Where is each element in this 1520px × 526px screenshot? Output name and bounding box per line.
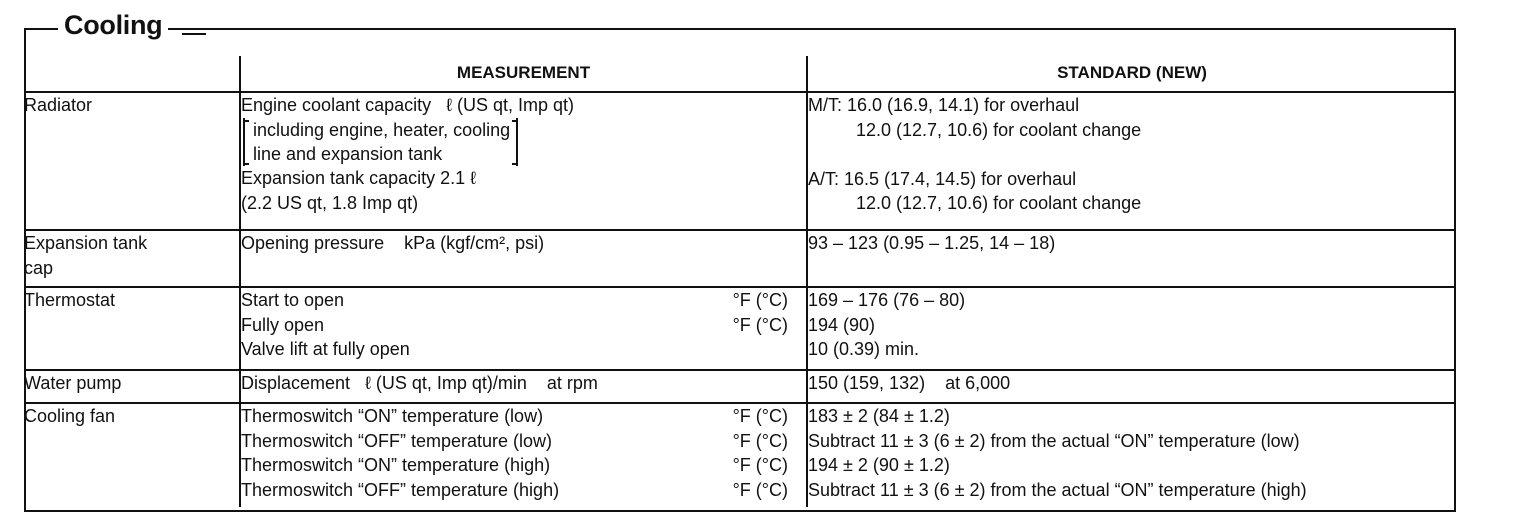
fan-off-low	[241, 429, 806, 454]
item-expansion-cap-line-2: cap	[24, 257, 54, 278]
header-standard: STANDARD (NEW)	[807, 56, 1456, 92]
thermostat-start-open-label: Start to open	[241, 290, 345, 310]
fan-off-low-value: Subtract 11 ± 3 (6 ± 2) from the actual “ON” temperature (low)	[808, 430, 1300, 451]
header-row	[24, 56, 1456, 92]
table-row-water-pump	[24, 370, 1456, 403]
fan-off-low-label: Thermoswitch “OFF” temperature (low)	[241, 430, 553, 451]
thermostat-start-open-unit: °F (°C)	[732, 290, 788, 310]
fan-on-low	[241, 404, 806, 429]
measurement-radiator	[240, 92, 807, 230]
thermostat-valve-lift-value: 10 (0.39) min.	[808, 339, 920, 359]
opening-pressure-value: 93 – 123 (0.95 – 1.25, 14 – 18)	[808, 233, 1056, 253]
radiator-expansion-capacity-units: (2.2 US qt, 1.8 Imp qt)	[241, 192, 419, 213]
measurement-cooling-fan	[240, 403, 807, 507]
item-cooling-fan: Cooling fan	[24, 406, 116, 426]
standard-water-pump	[807, 370, 1456, 403]
radiator-at-coolant-change: 12.0 (12.7, 10.6) for coolant change	[856, 193, 1142, 213]
standard-cooling-fan	[807, 403, 1456, 507]
thermostat-fully-open-unit: °F (°C)	[732, 314, 788, 335]
standard-radiator	[807, 92, 1456, 230]
fan-off-high	[241, 478, 806, 503]
radiator-at-overhaul: A/T: 16.5 (17.4, 14.5) for overhaul	[808, 168, 1077, 189]
thermostat-start-open-value: 169 – 176 (76 – 80)	[808, 290, 966, 310]
table-row-expansion-cap	[24, 230, 1456, 287]
fan-on-high-value: 194 ± 2 (90 ± 1.2)	[808, 455, 950, 475]
measurement-expansion-cap	[240, 230, 807, 287]
water-pump-displacement-value: 150 (159, 132) at 6,000	[808, 373, 1011, 393]
radiator-expansion-capacity: Expansion tank capacity 2.1 ℓ	[241, 168, 476, 188]
item-water-pump: Water pump	[24, 370, 240, 403]
radiator-coolant-capacity: Engine coolant capacity ℓ (US qt, Imp qt)	[241, 95, 574, 115]
fan-on-low-label: Thermoswitch “ON” temperature (low)	[241, 406, 544, 426]
fan-off-high-value: Subtract 11 ± 3 (6 ± 2) from the actual “ON” temperature (high)	[808, 479, 1307, 500]
fan-on-high	[241, 453, 806, 478]
measurement-thermostat	[240, 287, 807, 370]
section-title: Cooling	[58, 10, 168, 41]
bracket-line-1: including engine, heater, cooling	[253, 119, 511, 140]
fan-off-low-unit: °F (°C)	[732, 430, 788, 451]
thermostat-start-open	[241, 288, 806, 313]
fan-on-high-unit: °F (°C)	[732, 455, 788, 475]
fan-on-low-value: 183 ± 2 (84 ± 1.2)	[808, 406, 950, 426]
radiator-mt-coolant-change: 12.0 (12.7, 10.6) for coolant change	[856, 119, 1142, 140]
bracket-line-2: line and expansion tank	[253, 142, 510, 166]
header-measurement: MEASUREMENT	[240, 56, 807, 92]
water-pump-displacement: Displacement ℓ (US qt, Imp qt)/min at rpm	[241, 373, 598, 393]
radiator-mt-overhaul: M/T: 16.0 (16.9, 14.1) for overhaul	[808, 95, 1080, 115]
measurement-water-pump	[240, 370, 807, 403]
item-radiator: Radiator	[24, 92, 240, 230]
radiator-bracket-note	[243, 118, 518, 166]
opening-pressure: Opening pressure kPa (kgf/cm², psi)	[241, 233, 545, 253]
table-row-cooling-fan	[24, 403, 1456, 507]
item-thermostat: Thermostat	[24, 287, 240, 370]
standard-thermostat	[807, 287, 1456, 370]
fan-off-high-unit: °F (°C)	[732, 479, 788, 500]
item-expansion-cap	[24, 230, 240, 287]
item-expansion-cap-line-1: Expansion tank	[24, 233, 148, 253]
fan-off-high-label: Thermoswitch “OFF” temperature (high)	[241, 479, 560, 500]
cooling-spec-table	[24, 56, 1456, 507]
header-item	[24, 56, 240, 92]
standard-expansion-cap	[807, 230, 1456, 287]
thermostat-fully-open-label: Fully open	[241, 314, 325, 335]
fan-on-low-unit: °F (°C)	[732, 406, 788, 426]
title-rule	[182, 33, 206, 35]
fan-on-high-label: Thermoswitch “ON” temperature (high)	[241, 455, 551, 475]
thermostat-fully-open-value: 194 (90)	[808, 314, 876, 335]
table-row-thermostat	[24, 287, 1456, 370]
thermostat-valve-lift: Valve lift at fully open	[241, 339, 410, 359]
table-row-radiator	[24, 92, 1456, 230]
thermostat-fully-open	[241, 313, 806, 338]
